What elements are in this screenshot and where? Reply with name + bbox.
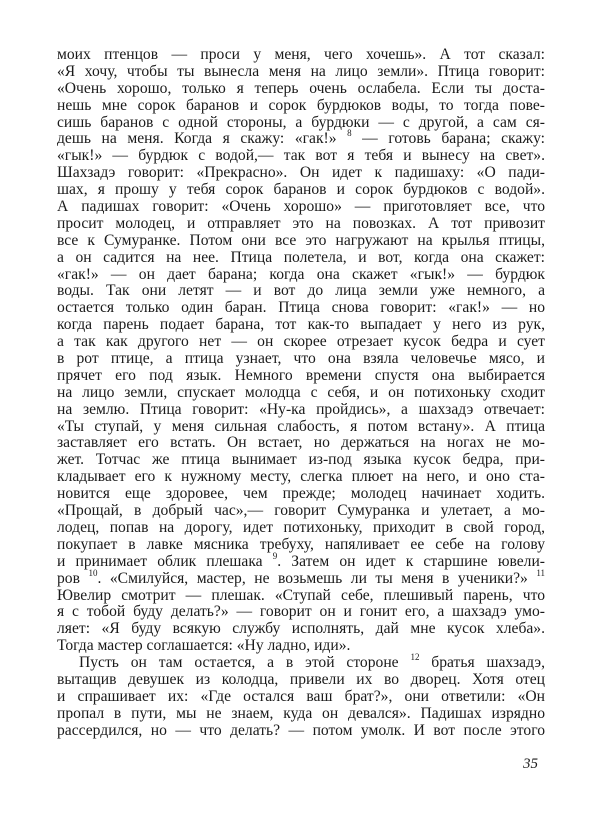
text-segment: шах, я прошу у тебя сорок баранов и сорок бурдюков с водой». <box>57 181 545 199</box>
text-segment: жет. Тотчас же птица вынимает из-под языка кусок бедра, при- <box>57 451 545 469</box>
text-line <box>57 267 545 284</box>
text-segment: «гак!» — он дает барана; когда она скажет «гык!» — бурдюк <box>57 265 545 283</box>
page-text <box>57 47 545 740</box>
text-line <box>57 334 545 351</box>
text-segment: Пусть он там остается, а в этой стороне <box>79 654 411 672</box>
text-line <box>57 165 545 182</box>
text-line <box>57 604 545 621</box>
text-line <box>57 115 545 132</box>
text-line <box>57 368 545 385</box>
text-line <box>57 672 545 689</box>
text-line <box>57 47 545 64</box>
footnote-ref: 12 <box>410 652 420 663</box>
text-segment: заставляет его встать. Он встает, но держаться на ногах не мо- <box>57 434 545 452</box>
text-line <box>57 638 545 655</box>
text-segment: — готовь барана; скажу: <box>351 130 545 148</box>
text-line <box>57 419 545 436</box>
text-segment: дешь на меня. Когда я скажу: «гак!» <box>57 130 348 148</box>
footnote-ref: 10 <box>88 567 98 578</box>
text-segment: лодец, попав на дорогу, идет потихоньку, приходит в свой город, <box>57 518 545 536</box>
text-segment: пропал в пути, мы не знаем, куда он девался». Падишах изрядно <box>57 704 545 722</box>
text-segment: ров <box>57 569 89 587</box>
text-line <box>57 402 545 419</box>
text-line <box>57 435 545 452</box>
text-line <box>57 385 545 402</box>
page-number: 35 <box>523 756 538 772</box>
text-segment: «Ты ступай, у меня сильная слабость, я потом встану». А птица <box>57 417 545 435</box>
text-segment: покупает в лавке мясника требуху, напяливает ее себе на голову <box>57 535 545 553</box>
text-line <box>57 81 545 98</box>
text-line <box>57 550 545 571</box>
text-segment: а он садится на нее. Птица полетела, и вот, когда она скажет: <box>57 248 545 266</box>
text-line <box>57 588 545 605</box>
text-segment: сишь баранов с одной стороны, а бурдюки — с другой, а сам ся- <box>57 113 545 131</box>
text-segment: остается только один баран. Птица снова говорит: «гак!» — но <box>57 299 545 317</box>
text-segment: просит молодец, и отправляет это на повозках. А тот привозит <box>57 214 545 232</box>
text-line <box>57 199 545 216</box>
text-segment: на лицо земли, спускает молодца с себя, и он потихоньку сходит <box>57 383 545 401</box>
text-line <box>57 64 545 81</box>
text-line <box>57 452 545 469</box>
text-segment: и принимает облик плешака <box>57 552 273 570</box>
text-segment: . «Смилуйся, мастер, не возьмешь ли ты меня в ученики?» <box>97 569 537 587</box>
text-line <box>57 537 545 554</box>
text-line <box>57 300 545 317</box>
text-segment: Тогда мастер соглашается: «Ну ладно, иди». <box>57 637 351 655</box>
text-line <box>57 182 545 199</box>
text-line <box>57 689 545 706</box>
footnote-ref: 9 <box>272 550 278 561</box>
text-line <box>57 148 545 165</box>
text-segment: А падишах говорит: «Очень хорошо» — приготовляет все, что <box>57 198 545 216</box>
text-line <box>57 652 545 672</box>
text-segment: на землю. Птица говорит: «Ну-ка пройдись», а шахзадэ отвечает: <box>57 400 545 418</box>
text-segment: кладывает его к нужному месту, слегка плюет на него, и оно ста- <box>57 468 545 486</box>
text-segment: Шахзадэ говорит: «Прекрасно». Он идет к падишаху: «О пади- <box>57 164 545 182</box>
text-segment: нешь мне сорок баранов и сорок бурдюков воды, то тогда пове- <box>57 96 545 114</box>
text-line <box>57 503 545 520</box>
text-line <box>57 317 545 334</box>
text-segment: прячет его под язык. Немного времени спустя она выбирается <box>57 366 545 384</box>
text-segment: вытащив девушек из колодца, привели их во дворец. Хотя отец <box>57 670 545 688</box>
text-segment: новится еще здоровее, чем прежде; молодец начинает ходить. <box>57 485 545 503</box>
text-line <box>57 567 545 588</box>
text-segment: а так как другого нет — он скорее отрезает кусок бедра и сует <box>57 333 545 351</box>
text-line <box>57 469 545 486</box>
text-line <box>57 283 545 300</box>
text-segment: рассердился, но — что делать? — потом умолк. И вот после этого <box>57 721 545 739</box>
text-line <box>57 723 545 740</box>
text-line <box>57 98 545 115</box>
text-segment: братья шахзадэ, <box>419 654 545 672</box>
footnote-ref: 8 <box>347 128 352 139</box>
text-line <box>57 621 545 638</box>
text-segment: все к Сумуранке. Потом они все это нагружают на крылья птицы, <box>57 231 545 249</box>
text-segment: я с тобой буду делать?» — говорит он и гонит его, а шахзадэ умо- <box>57 603 545 621</box>
text-line <box>57 520 545 537</box>
text-segment: «Очень хорошо, только я теперь очень ослабела. Если ты доста- <box>57 79 545 97</box>
text-segment: «Я хочу, чтобы ты вынесла меня на лицо земли». Птица говорит: <box>57 62 545 80</box>
text-segment: моих птенцов — проси у меня, чего хочешь». А тот сказал: <box>57 46 545 63</box>
text-line <box>57 486 545 503</box>
text-line <box>57 128 545 148</box>
text-line <box>57 250 545 267</box>
text-segment: в рот птице, а птица узнает, что она взяла человечье мясо, и <box>57 350 545 368</box>
text-line <box>57 351 545 368</box>
text-segment: ляет: «Я буду всякую службу исполнять, дай мне кусок хлеба». <box>57 620 545 638</box>
text-segment: . Затем он идет к старшине ювели- <box>277 552 545 570</box>
text-line <box>57 706 545 723</box>
text-segment: «гык!» — бурдюк с водой,— так вот я тебя и вынесу на свет». <box>57 147 545 165</box>
text-line <box>57 216 545 233</box>
text-segment: и спрашивает их: «Где остался ваш брат?», они ответили: «Он <box>57 687 545 705</box>
text-segment: когда парень подает барана, тот как-то выпадает у него из рук, <box>57 316 545 334</box>
text-line <box>57 233 545 250</box>
text-segment: воды. Так они летят — и вот до лица земли уже немного, а <box>57 282 545 300</box>
footnote-ref: 11 <box>536 567 545 578</box>
text-segment: «Прощай, в добрый час»,— говорит Сумуранка и улетает, а мо- <box>57 502 545 520</box>
text-segment: Ювелир смотрит — плешак. «Ступай себе, плешивый парень, что <box>57 586 545 604</box>
